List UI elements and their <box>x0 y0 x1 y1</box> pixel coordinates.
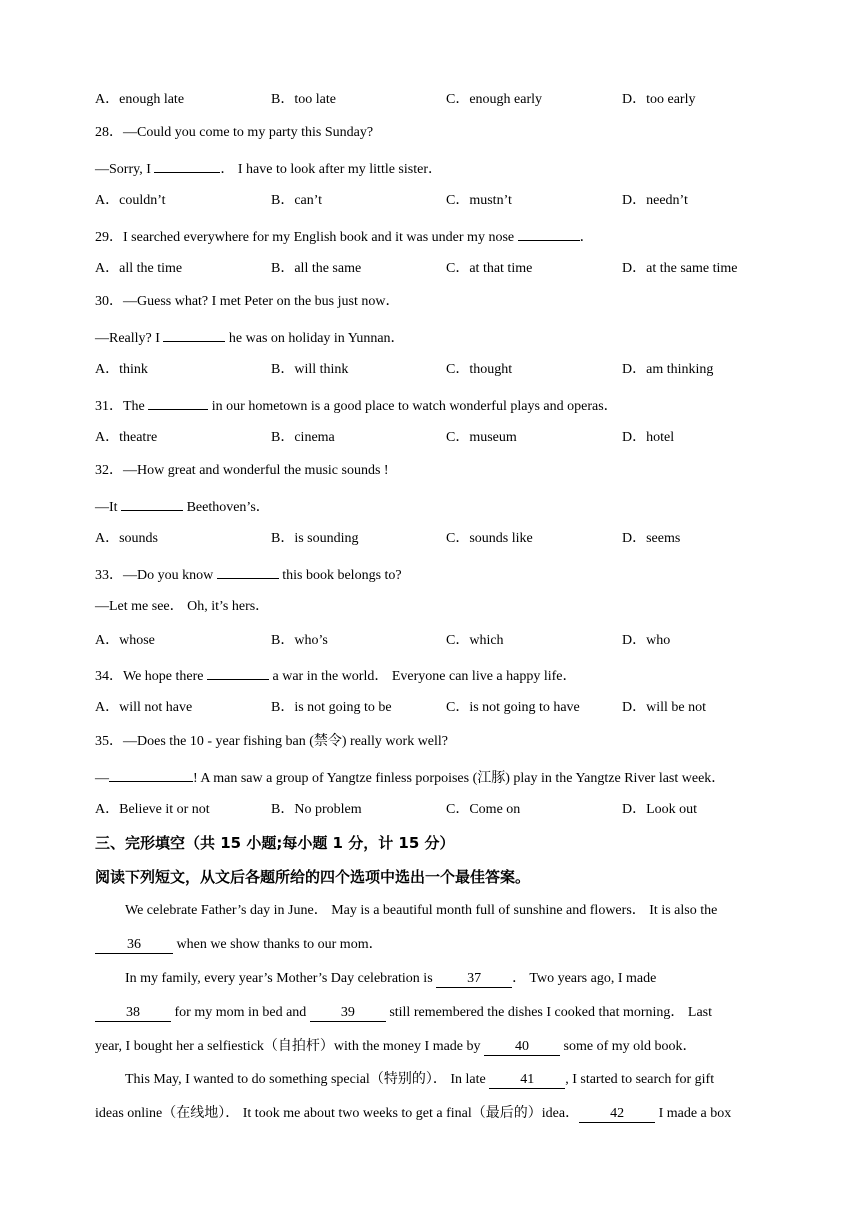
q35-response-after: ! A man saw a group of Yangtze finless porpoises (江豚) play in the Yangtze River last week． <box>193 771 726 786</box>
q29-option-b: B．all the same <box>271 261 362 276</box>
q34-question <box>95 665 577 683</box>
q35-option-d: D．Look out <box>622 802 698 817</box>
q33-option-c: C．which <box>446 633 504 648</box>
passage-text: for my mom in bed and <box>171 1005 310 1020</box>
q30-question: 30．—Guess what? I met Peter on the bus just now． <box>95 294 400 309</box>
q29-before: 29．I searched everywhere for my English book and it was under my nose <box>95 230 518 245</box>
passage-line <box>95 1038 767 1056</box>
q30-option-c: C．thought <box>446 362 513 377</box>
q35-response-before: — <box>95 771 109 786</box>
section-instruction: 阅读下列短文，从文后各题所给的四个选项中选出一个最佳答案。 <box>95 868 531 886</box>
q35-response <box>95 767 725 785</box>
q29-option-a: A．all the time <box>95 261 183 276</box>
q31-option-b: B．cinema <box>271 430 335 445</box>
q32-option-c: C．sounds like <box>446 531 533 546</box>
q28-option-d: D．needn’t <box>622 193 688 208</box>
answer-blank <box>154 158 220 173</box>
answer-blank <box>121 496 183 511</box>
q27-option-c: C．enough early <box>446 92 543 107</box>
q31-option-c: C．museum <box>446 430 517 445</box>
cloze-blank-41: 41 <box>489 1072 565 1089</box>
q29-options <box>95 260 775 278</box>
q35-option-a: A．Believe it or not <box>95 802 210 817</box>
q28-response-before: —Sorry, I <box>95 162 155 177</box>
q33-option-d: D．who <box>622 633 671 648</box>
q31-question <box>95 395 618 413</box>
answer-blank <box>518 226 580 241</box>
cloze-blank-37: 37 <box>436 971 512 988</box>
q35-question: 35．—Does the 10 - year fishing ban (禁令) really work well? <box>95 734 449 749</box>
q29-after: ． <box>579 230 594 245</box>
q34-before: 34．We hope there <box>95 669 207 684</box>
q34-option-c: C．is not going to have <box>446 700 580 715</box>
q29-question <box>95 226 594 244</box>
cloze-blank-38: 38 <box>95 1005 171 1022</box>
q35-option-b: B．No problem <box>271 802 362 817</box>
q31-options <box>95 429 775 447</box>
answer-blank <box>207 665 269 680</box>
q30-option-a: A．think <box>95 362 148 377</box>
q35-options <box>95 801 775 819</box>
passage-text: ideas online（在线地）． It took me about two weeks to get a final（最后的）idea． <box>95 1106 580 1121</box>
q34-option-b: B．is not going to be <box>271 700 392 715</box>
q33-before: 33．—Do you know <box>95 568 217 583</box>
q35-option-c: C．Come on <box>446 802 521 817</box>
passage-line <box>95 1071 797 1089</box>
q33-question <box>95 564 402 582</box>
q33-options <box>95 632 775 650</box>
passage-line <box>95 936 767 954</box>
q28-question: 28．—Could you come to my party this Sunday? <box>95 125 374 140</box>
cloze-blank-40: 40 <box>484 1039 560 1056</box>
passage-text: In my family, every year’s Mother’s Day celebration is <box>125 971 437 986</box>
passage-text: ． Two years ago, I made <box>512 971 657 986</box>
q30-options <box>95 361 775 379</box>
section-heading: 三、完形填空（共 15 小题;每小题 1 分，计 15 分） <box>95 834 455 852</box>
passage-text: some of my old book． <box>560 1039 697 1054</box>
q28-option-a: A．couldn’t <box>95 193 166 208</box>
q31-after: in our hometown is a good place to watch wonderful plays and operas． <box>208 399 618 414</box>
q32-option-a: A．sounds <box>95 531 159 546</box>
q32-option-d: D．seems <box>622 531 681 546</box>
q32-options <box>95 530 775 548</box>
answer-blank <box>217 564 279 579</box>
q30-response-after: he was on holiday in Yunnan． <box>225 331 405 346</box>
passage-text: still remembered the dishes I cooked that morning． Last <box>385 1005 713 1020</box>
answer-blank <box>163 327 225 342</box>
passage-line <box>95 1004 767 1022</box>
passage-text: when we show thanks to our mom． <box>173 937 383 952</box>
q31-option-d: D．hotel <box>622 430 675 445</box>
q29-option-d: D．at the same time <box>622 261 738 276</box>
q33-response: —Let me see． Oh, it’s hers． <box>95 599 270 614</box>
q30-response <box>95 327 405 345</box>
answer-blank <box>148 395 208 410</box>
passage-line <box>95 970 797 988</box>
passage-text: year, I bought her a selfiestick（自拍杆）with the money I made by <box>95 1039 485 1054</box>
q28-response-after: ． I have to look after my little sister． <box>220 162 442 177</box>
cloze-blank-39: 39 <box>310 1005 386 1022</box>
cloze-blank-42: 42 <box>579 1106 655 1123</box>
q27-option-d: D．too early <box>622 92 696 107</box>
q34-after: a war in the world． Everyone can live a happy life． <box>269 669 577 684</box>
q34-options <box>95 699 775 717</box>
q28-option-b: B．can’t <box>271 193 323 208</box>
q27-options <box>95 91 775 109</box>
q34-option-a: A．will not have <box>95 700 193 715</box>
q31-before: 31．The <box>95 399 149 414</box>
q28-response <box>95 158 442 176</box>
q31-option-a: A．theatre <box>95 430 158 445</box>
q32-response <box>95 496 270 514</box>
q32-question: 32．—How great and wonderful the music sounds ! <box>95 463 389 478</box>
q29-option-c: C．at that time <box>446 261 533 276</box>
cloze-blank-36: 36 <box>95 937 173 954</box>
passage-line: We celebrate Father’s day in June． May is a beautiful month full of sunshine and flowers． It is also the <box>125 903 718 918</box>
passage-text: , I started to search for gift <box>565 1072 715 1087</box>
q30-response-before: —Really? I <box>95 331 164 346</box>
q33-after: this book belongs to? <box>278 568 402 583</box>
answer-blank <box>109 767 193 782</box>
q32-option-b: B．is sounding <box>271 531 359 546</box>
q28-options <box>95 192 775 210</box>
q30-option-b: B．will think <box>271 362 349 377</box>
passage-text: This May, I wanted to do something special（特别的）． In late <box>125 1072 490 1087</box>
q32-response-before: —It <box>95 500 122 515</box>
q30-option-d: D．am thinking <box>622 362 714 377</box>
q27-option-b: B．too late <box>271 92 336 107</box>
q34-option-d: D．will be not <box>622 700 706 715</box>
q28-option-c: C．mustn’t <box>446 193 512 208</box>
q33-option-a: A．whose <box>95 633 155 648</box>
passage-text: I made a box <box>655 1106 732 1121</box>
q27-option-a: A．enough late <box>95 92 185 107</box>
q33-option-b: B．who’s <box>271 633 328 648</box>
passage-line <box>95 1105 767 1123</box>
q32-response-after: Beethoven’s． <box>183 500 270 515</box>
